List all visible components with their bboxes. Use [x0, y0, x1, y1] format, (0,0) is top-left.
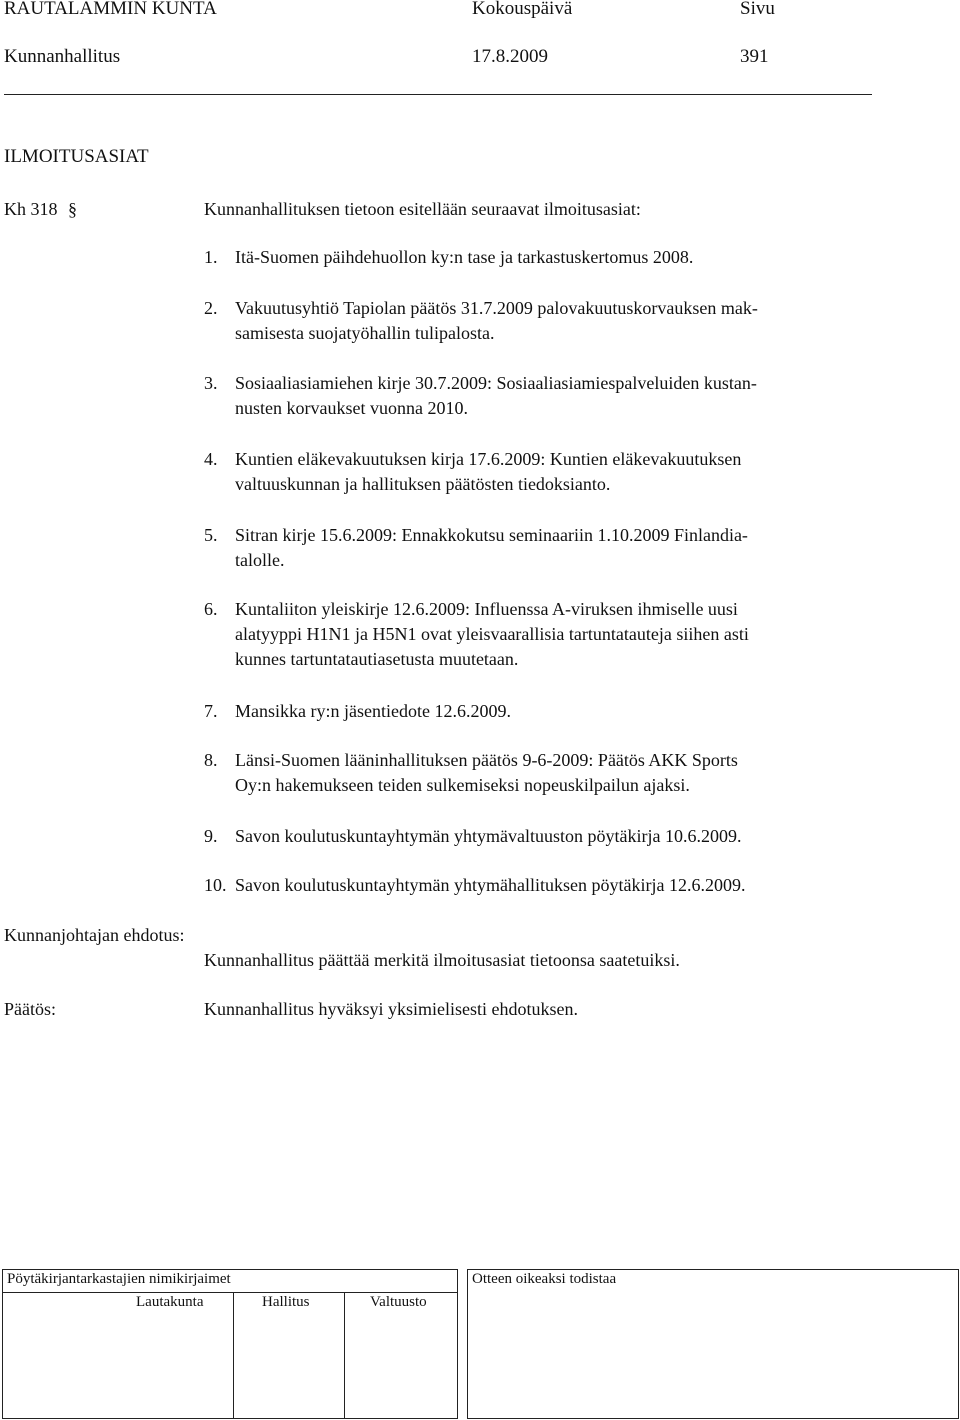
list-item-text — [235, 371, 875, 421]
list-item-line: Sosiaaliasiamiehen kirje 30.7.2009: Sosiaaliasiamiespalveluiden kustan- — [235, 373, 757, 393]
signature-column-divider — [233, 1292, 234, 1418]
list-item — [204, 523, 884, 570]
list-item-number: 9. — [204, 826, 218, 846]
header-org: RAUTALAMMIN KUNTA — [4, 0, 217, 19]
list-item — [204, 824, 884, 849]
list-item-line: Savon koulutuskuntayhtymän yhtymähallituksen pöytäkirja 12.6.2009. — [235, 875, 746, 895]
list-item-text — [235, 824, 875, 849]
list-item-number: 10. — [204, 875, 227, 895]
case-ref: Kh 318 — [4, 199, 58, 219]
list-item-line: nusten korvaukset vuonna 2010. — [235, 398, 468, 418]
list-item — [204, 873, 884, 898]
list-item-number: 2. — [204, 298, 218, 318]
header-body: Kunnanhallitus — [4, 46, 121, 67]
list-item-text — [235, 296, 875, 346]
proposal-label: Kunnanjohtajan ehdotus: — [4, 925, 185, 945]
list-item-line: Oy:n hakemukseen teiden sulkemiseksi nopeuskilpailun ajaksi. — [235, 775, 690, 795]
list-item-line: Kuntien eläkevakuutuksen kirja 17.6.2009: Kuntien eläkevakuutuksen — [235, 449, 742, 469]
list-item-line: alatyyppi H1N1 ja H5N1 ovat yleisvaarallisia tartuntatauteja siihen asti — [235, 624, 749, 644]
header-rule — [4, 94, 872, 95]
list-item-line: Vakuutusyhtiö Tapiolan päätös 31.7.2009 palovakuutuskorvauksen mak- — [235, 298, 758, 318]
case-intro: Kunnanhallituksen tietoon esitellään seuraavat ilmoitusasiat: — [204, 199, 641, 219]
section-symbol: § — [68, 199, 77, 219]
list-item — [204, 245, 884, 270]
list-item-line: Kuntaliiton yleiskirje 12.6.2009: Influenssa A-viruksen ihmiselle uusi — [235, 599, 738, 619]
list-item-number: 3. — [204, 373, 218, 393]
section-title: ILMOITUSASIAT — [4, 146, 149, 167]
decision-label: Päätös: — [4, 999, 56, 1019]
list-item-line: samisesta suojatyöhallin tulipalosta. — [235, 323, 495, 343]
signature-column-lautakunta: Lautakunta — [136, 1294, 204, 1310]
list-item-number: 8. — [204, 750, 218, 770]
list-item-number: 5. — [204, 525, 218, 545]
header-page-number: 391 — [740, 46, 769, 67]
list-item-line: Savon koulutuskuntayhtymän yhtymävaltuuston pöytäkirja 10.6.2009. — [235, 826, 742, 846]
signature-column-divider — [344, 1292, 345, 1418]
signature-column-hallitus: Hallitus — [262, 1294, 310, 1310]
list-item-line: Länsi-Suomen lääninhallituksen päätös 9-6-2009: Päätös AKK Sports — [235, 750, 738, 770]
list-item-line: Mansikka ry:n jäsentiedote 12.6.2009. — [235, 701, 511, 721]
signature-column-valtuusto: Valtuusto — [370, 1294, 427, 1310]
decision-text: Kunnanhallitus hyväksyi yksimielisesti ehdotuksen. — [204, 999, 578, 1019]
list-item — [204, 699, 884, 724]
signature-box-divider — [2, 1292, 458, 1293]
list-item-text — [235, 447, 875, 497]
copy-certification-box — [467, 1269, 959, 1419]
list-item — [204, 447, 884, 494]
list-item — [204, 296, 884, 343]
list-item — [204, 371, 884, 418]
list-item — [204, 597, 884, 669]
header-page-label: Sivu — [740, 0, 775, 19]
proposal-text: Kunnanhallitus päättää merkitä ilmoitusasiat tietoonsa saatetuiksi. — [204, 950, 680, 970]
header-date: 17.8.2009 — [472, 46, 548, 67]
list-item-line: kunnes tartuntatautiasetusta muutetaan. — [235, 649, 519, 669]
list-item-number: 1. — [204, 247, 218, 267]
list-item-text — [235, 597, 875, 672]
case-reference — [4, 199, 77, 220]
list-item-line: Itä-Suomen päihdehuollon ky:n tase ja tarkastuskertomus 2008. — [235, 247, 694, 267]
list-item-text — [235, 873, 875, 898]
list-item-number: 7. — [204, 701, 218, 721]
list-item-line: valtuuskunnan ja hallituksen päätösten tiedoksianto. — [235, 474, 611, 494]
list-item-line: talolle. — [235, 550, 285, 570]
list-item-number: 4. — [204, 449, 218, 469]
list-item-number: 6. — [204, 599, 218, 619]
signatures-title: Pöytäkirjantarkastajien nimikirjaimet — [7, 1271, 231, 1287]
copy-certification-title: Otteen oikeaksi todistaa — [472, 1271, 617, 1287]
list-item-text — [235, 748, 875, 798]
list-item-text — [235, 523, 875, 573]
header-date-label: Kokouspäivä — [472, 0, 573, 19]
list-item — [204, 748, 884, 795]
list-item-text — [235, 699, 875, 724]
list-item-line: Sitran kirje 15.6.2009: Ennakkokutsu seminaariin 1.10.2009 Finlandia- — [235, 525, 748, 545]
list-item-text — [235, 245, 875, 270]
